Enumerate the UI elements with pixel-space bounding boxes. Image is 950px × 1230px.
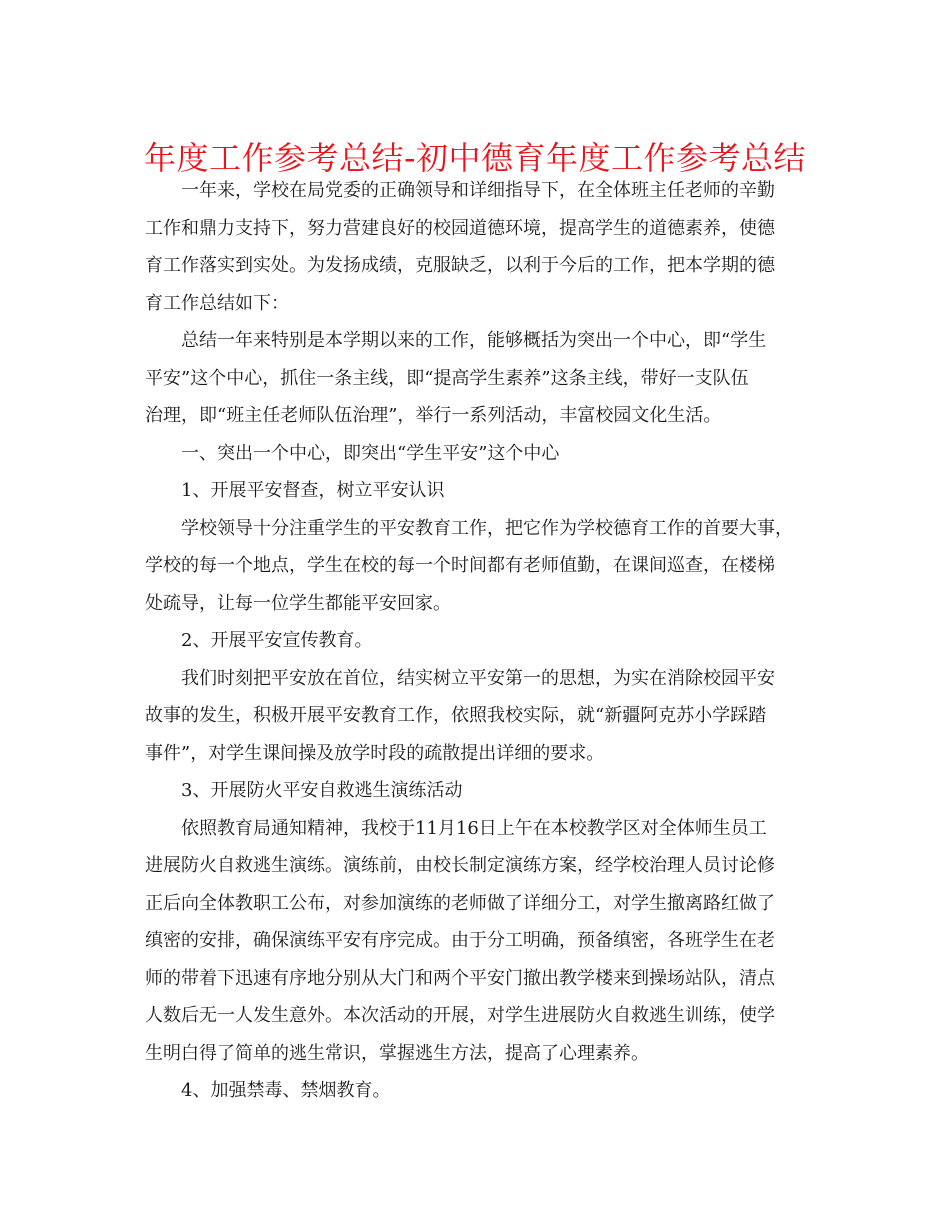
document-body	[145, 172, 805, 1110]
paragraph-intro: 一年来，学校在局党委的正确领导和详细指导下，在全体班主任老师的辛勤 工作和鼎力支持下，努力营建良好的校园道德环境，提高学生的道德素养，使德 育工作落实到实处。为发扬成绩，克服缺乏，以利于今后的工作，把本学期的德 育工作总结如下：	[145, 180, 775, 314]
paragraph-fire-drill: 依照教育局通知精神，我校于11月16日上午在本校教学区对全体师生员工 进展防火自救逃生演练。演练前，由校长制定演练方案，经学校治理人员讨论修 正后向全体教职工公布，对参加演练的老师做了详细分工，对学生撤离路红做了 缜密的安排，确保演练平安有序完成。由于分工明确，预备缜密，各班学生在老 师的带着下迅速有序地分别从大门和两个平安门撤出教学楼来到操场站队，清点 人数后无一人发生意外。本次活动的开展，对学生进展防火自救逃生训练，使学 生明白得了简单的逃生常识，掌握逃生方法，提高了心理素养。	[145, 817, 775, 1064]
paragraph-safety-education: 我们时刻把平安放在首位，结实树立平安第一的思想，为实在消除校园平安 故事的发生，积极开展平安教育工作，依照我校实际，就“新疆阿克苏小学踩踏 事件”，对学生课间操及放学时段的疏散提出详细的要求。	[145, 667, 775, 764]
section-heading-1: 一、突出一个中心，即突出“学生平安”这个中心	[181, 442, 560, 464]
subheading-2: 2、开展平安宣传教育。	[181, 630, 373, 651]
document-title: 年度工作参考总结-初中德育年度工作参考总结	[143, 139, 807, 177]
subheading-3: 3、开展防火平安自救逃生演练活动	[181, 780, 463, 801]
subheading-4: 4、加强禁毒、禁烟教育。	[181, 1080, 391, 1101]
paragraph-safety-supervision: 学校领导十分注重学生的平安教育工作，把它作为学校德育工作的首要大事， 学校的每一个地点，学生在校的每一个时间都有老师值勤，在课间巡查，在楼梯 处疏导，让每一位学生都能平安回家。	[145, 517, 793, 614]
subheading-1: 1、开展平安督查，树立平安认识	[181, 480, 445, 501]
paragraph-summary: 总结一年来特别是本学期以来的工作，能够概括为突出一个中心，即“学生 平安”这个中心，抓住一条主线，即“提高学生素养”这条主线，带好一支队伍 治理，即“班主任老师队伍治理”，举行一系列活动，丰富校园文化生活。	[145, 330, 767, 426]
